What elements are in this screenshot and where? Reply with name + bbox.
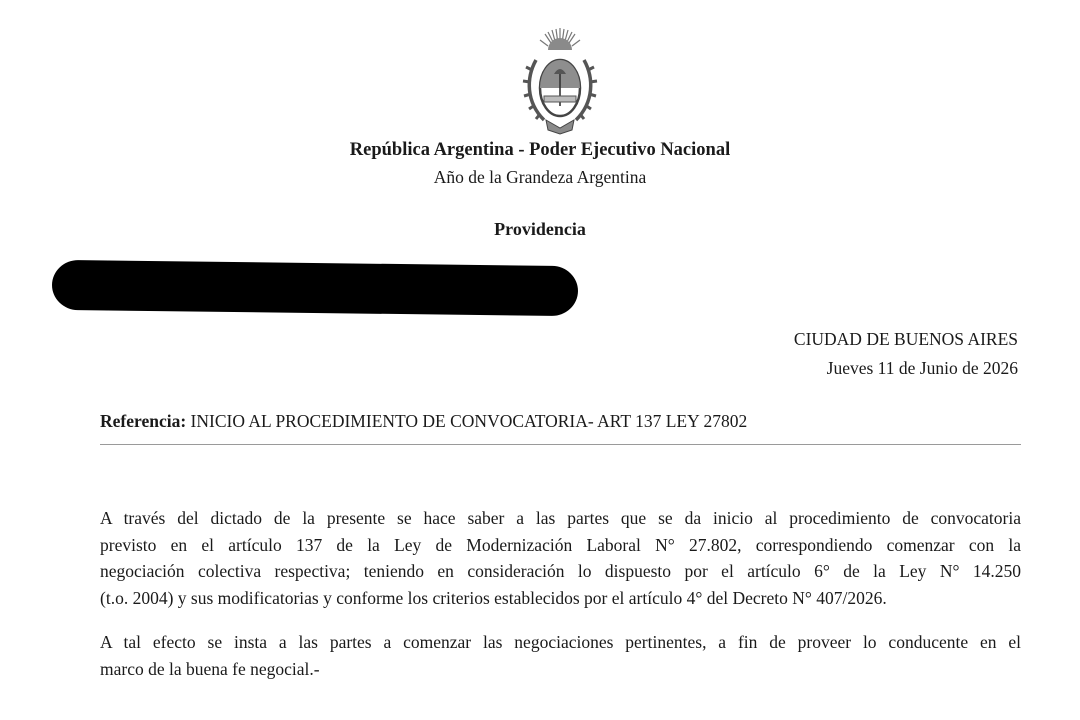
paragraph-line: marco de la buena fe negocial.-	[100, 658, 320, 679]
paragraph-line: previsto en el artículo 137 de la Ley de Modernización Laboral N° 27.802, correspondiendo comenzar con la	[100, 534, 1021, 555]
reference-line	[100, 411, 747, 432]
reference-label: Referencia:	[100, 411, 187, 431]
body-paragraph-1	[100, 505, 1021, 611]
body-paragraph-2	[100, 629, 1021, 682]
redaction-bar	[52, 260, 579, 316]
year-motto: Año de la Grandeza Argentina	[433, 167, 647, 187]
divider	[100, 444, 1021, 445]
paragraph-line: A tal efecto se insta a las partes a comenzar las negociaciones pertinentes, a fin de proveer lo conducente en el	[100, 632, 1021, 652]
argentine-coat-of-arms-icon	[522, 26, 598, 138]
country-heading: República Argentina - Poder Ejecutivo Nacional	[349, 140, 731, 160]
paragraph-line: A través del dictado de la presente se hace saber a las partes que se da inicio al procedimiento de convocatoria	[100, 508, 1021, 528]
paragraph-line: (t.o. 2004) y sus modificatorias y conforme los criterios establecidos por el artículo 4° del Decreto N° 407/2026.	[100, 587, 887, 608]
date-line: Jueves 11 de Junio de 2026	[826, 358, 1018, 378]
city-line: CIUDAD DE BUENOS AIRES	[793, 329, 1018, 349]
reference-text: INICIO AL PROCEDIMIENTO DE CONVOCATORIA- ART 137 LEY 27802	[186, 411, 748, 431]
document-type-title: Providencia	[494, 219, 586, 239]
paragraph-line: negociación colectiva respectiva; teniendo en consideración lo dispuesto por el artículo 6° de la Ley N° 14.250	[100, 561, 1021, 581]
